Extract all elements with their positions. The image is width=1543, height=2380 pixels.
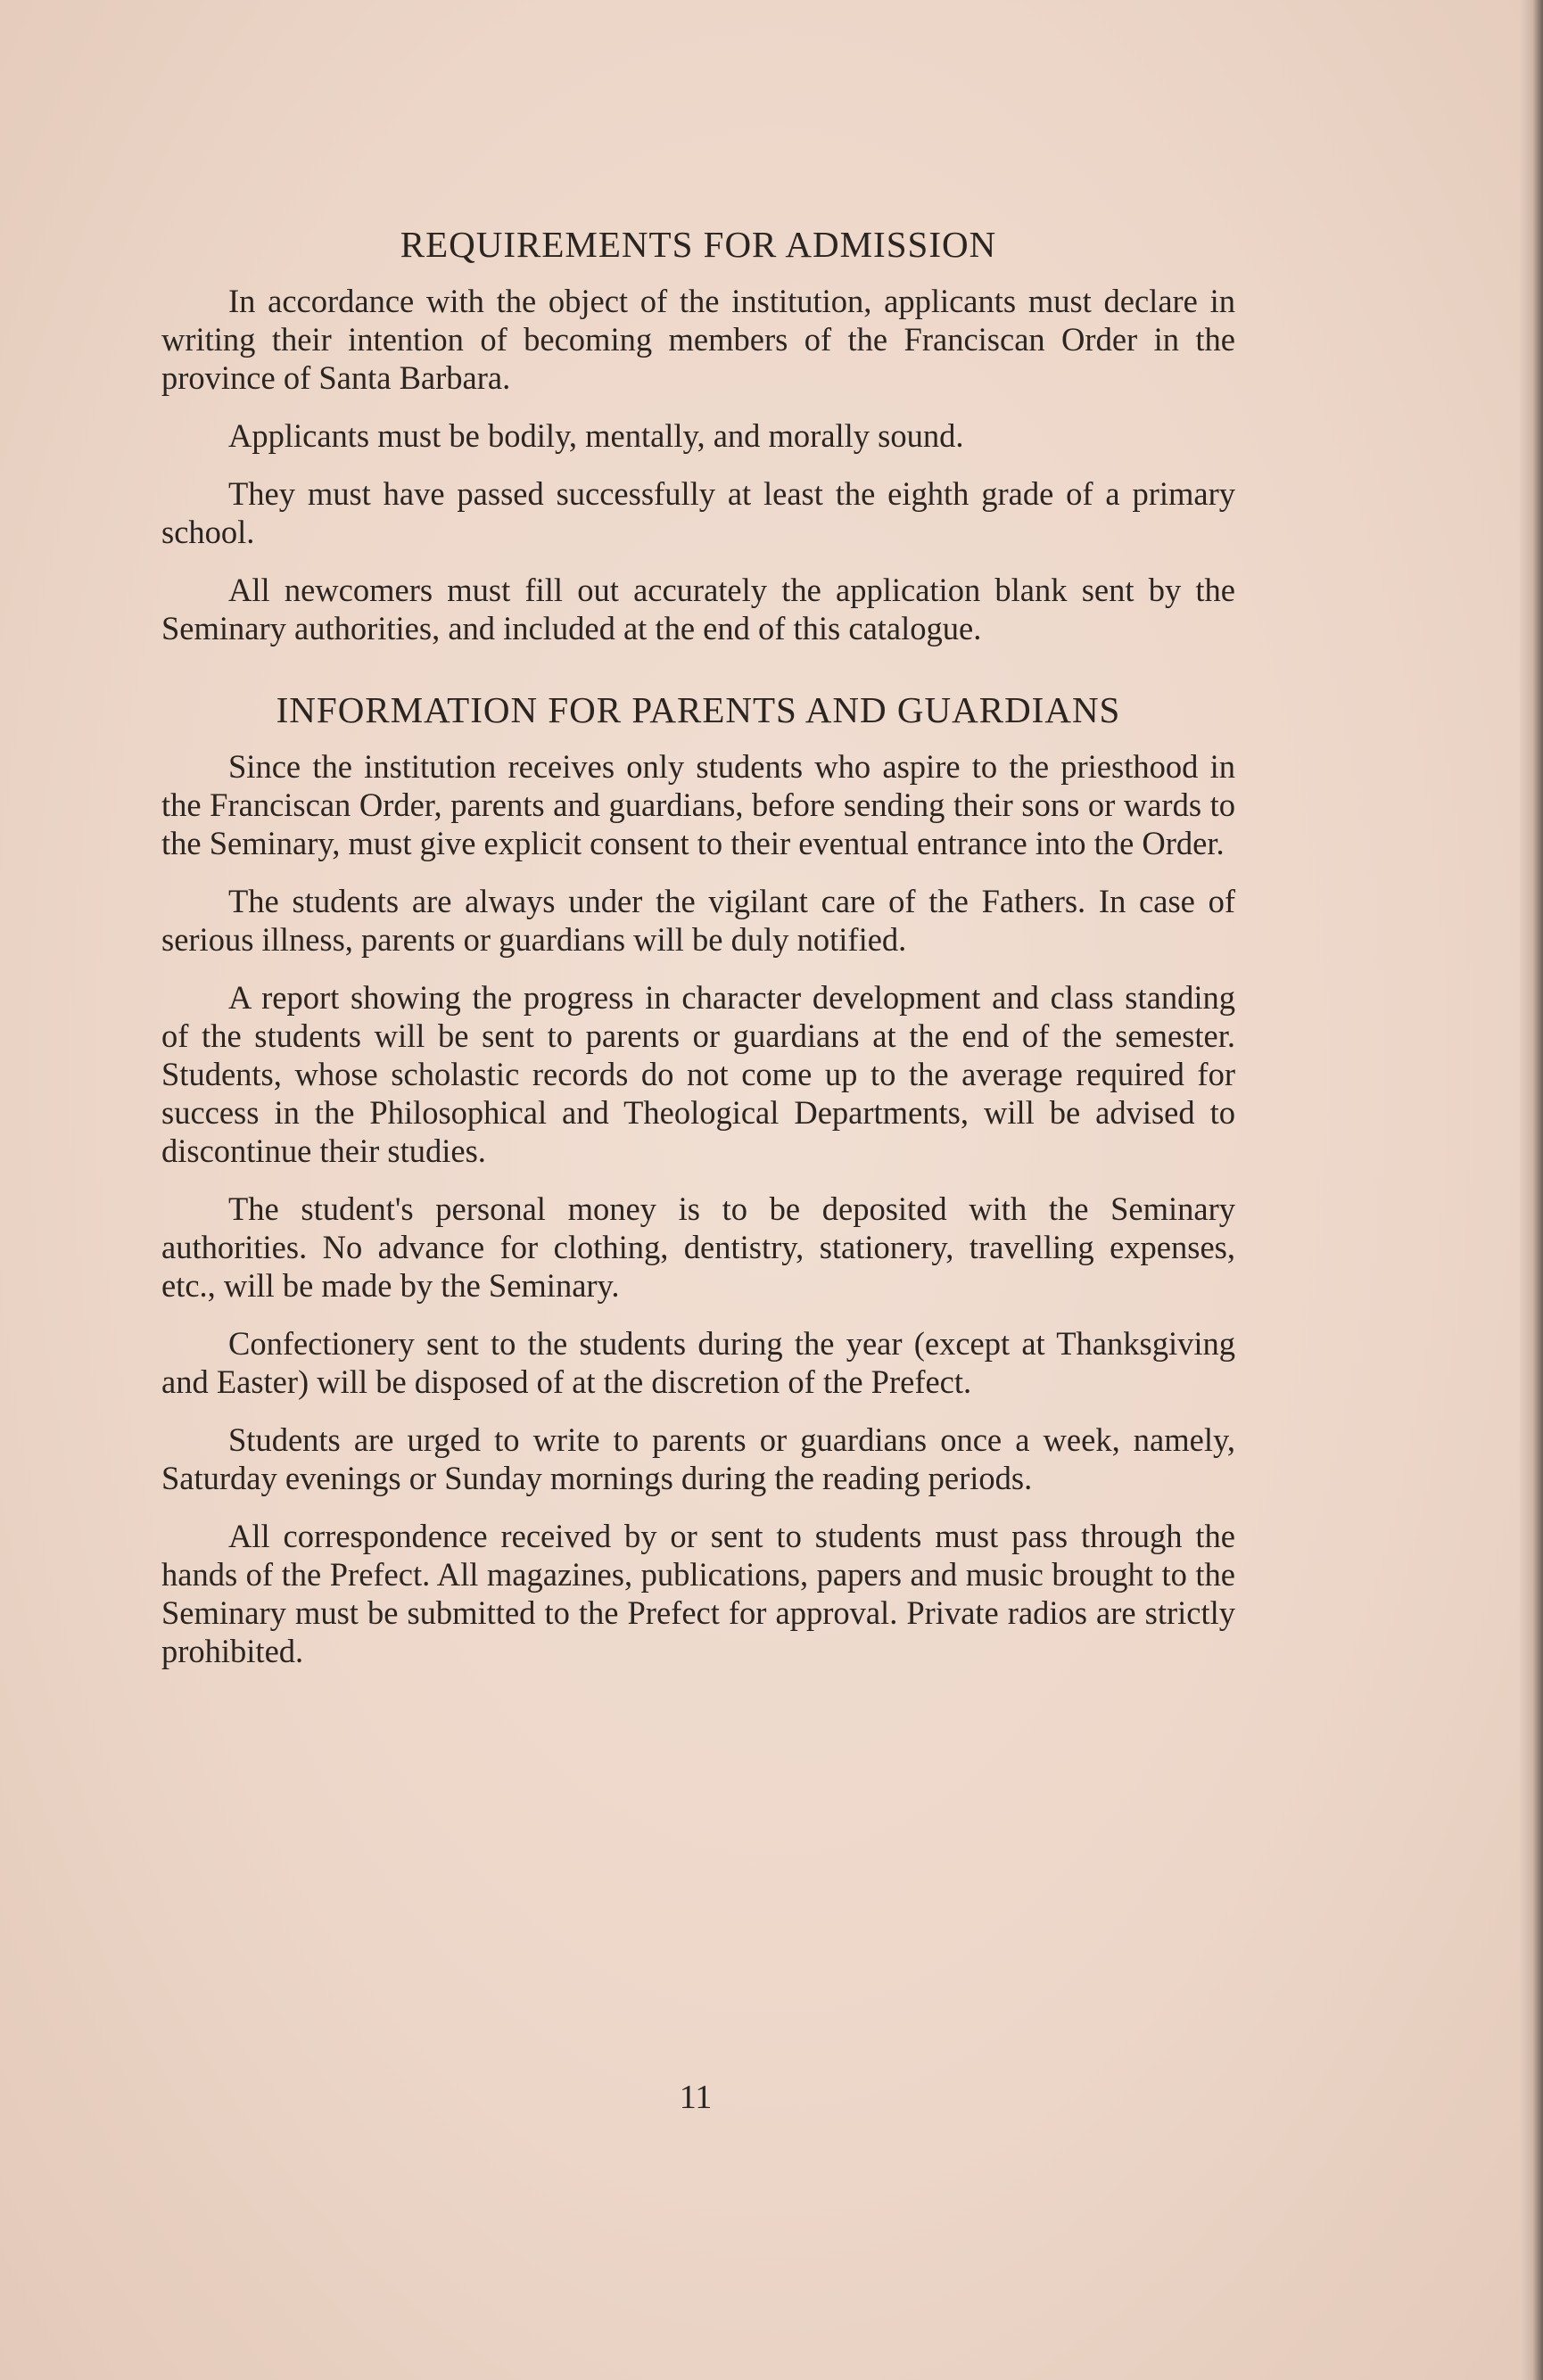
requirements-paragraph: In accordance with the object of the institution, applicants must declare in writing their intention of becoming members of the Franciscan Order in the province of Santa Barbara. xyxy=(161,283,1235,396)
parents-paragraph: A report showing the progress in character development and class standing of the students will be sent to parents or guardians at the end of the semester. Students, whose scholastic records do not come up to the average required for success in the Philosophical and Theological Departments, will be advised to discontinue their studies. xyxy=(161,979,1235,1169)
parents-paragraph: Confectionery sent to the students during the year (except at Thanksgiving and Easter) will be disposed of at the discretion of the Prefect. xyxy=(161,1325,1235,1400)
requirements-paragraph: All newcomers must fill out accurately the application blank sent by the Seminary authorities, and included at the end of this catalogue. xyxy=(161,572,1235,646)
page-number: 11 xyxy=(679,2079,713,2116)
parents-guardians-heading: INFORMATION FOR PARENTS AND GUARDIANS xyxy=(276,689,1121,730)
requirements-paragraph: They must have passed successfully at least the eighth grade of a primary school. xyxy=(161,475,1235,550)
page-content xyxy=(161,223,1235,1690)
requirements-heading: REQUIREMENTS FOR ADMISSION xyxy=(400,224,997,265)
parents-paragraph: The student's personal money is to be deposited with the Seminary authorities. No advance for clothing, dentistry, stationery, travelling expenses, etc., will be made by the Seminary. xyxy=(161,1190,1235,1304)
parents-paragraph: Students are urged to write to parents or guardians once a week, namely, Saturday evenings or Sunday mornings during the reading periods. xyxy=(161,1421,1235,1496)
parents-paragraph: The students are always under the vigilant care of the Fathers. In case of serious illness, parents or guardians will be duly notified. xyxy=(161,883,1235,958)
page-edge-shadow xyxy=(1520,0,1543,2380)
requirements-paragraph: Applicants must be bodily, mentally, and morally sound. xyxy=(228,417,964,454)
parents-paragraph: Since the institution receives only students who aspire to the priesthood in the Franciscan Order, parents and guardians, before sending their sons or wards to the Seminary, must give explicit consent to their eventual entrance into the Order. xyxy=(161,748,1235,861)
parents-paragraph: All correspondence received by or sent to students must pass through the hands of the Prefect. All magazines, publications, papers and music brought to the Seminary must be submitted to the Prefect for approval. Private radios are strictly prohibited. xyxy=(161,1518,1235,1669)
